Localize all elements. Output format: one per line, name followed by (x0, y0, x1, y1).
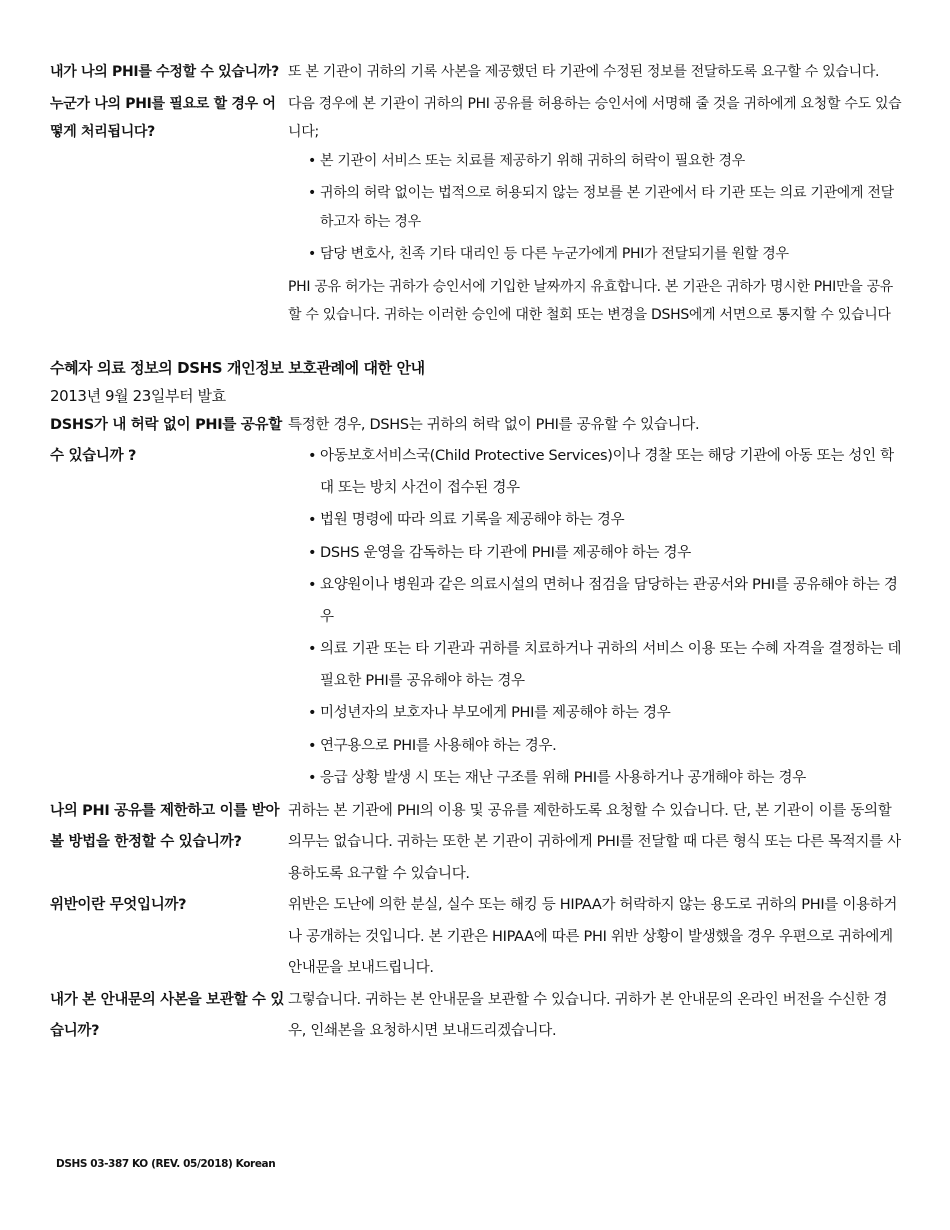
answer-amend-phi (288, 58, 905, 87)
qa-row-restrict-sharing (50, 796, 905, 891)
answer-share-without-permission (288, 410, 905, 796)
answer-paragraph: 위반은 도난에 의한 분실, 실수 또는 해킹 등 HIPAA가 허락하지 않는 용도로 귀하의 PHI를 이용하거나 공개하는 것입니다. 본 기관은 HIPAA에 따른 PHI 위반 상황이 발생했을 경우 우편으로 귀하에게 안내문을 보내드립니다. (288, 897, 898, 976)
answer-breach (288, 890, 905, 985)
list-item: • 미성년자의 보호자나 부모에게 PHI를 제공해야 하는 경우 (308, 698, 905, 730)
list-item: • DSHS 운영을 감독하는 타 기관에 PHI를 제공해야 하는 경우 (308, 538, 905, 570)
question-restrict-sharing: 나의 PHI 공유를 제한하고 이를 받아 볼 방법을 한정할 수 있습니까? (50, 802, 280, 850)
list-item: • 법원 명령에 따라 의료 기록을 제공해야 하는 경우 (308, 505, 905, 537)
answer-intro: 특정한 경우, DSHS는 귀하의 허락 없이 PHI를 공유할 수 있습니다. (288, 416, 700, 433)
section-bottom (50, 410, 905, 1048)
list-item: • 의료 기관 또는 타 기관과 귀하를 치료하거나 귀하의 서비스 이용 또는 수혜 자격을 결정하는 데 필요한 PHI를 공유해야 하는 경우 (308, 634, 905, 697)
question-keep-copy: 내가 본 안내문의 사본을 보관할 수 있습니까? (50, 991, 285, 1039)
bullet-list (288, 441, 905, 795)
list-item: • 귀하의 허락 없이는 법적으로 허용되지 않는 정보를 본 기관에서 타 기관 또는 의료 기관에게 전달하고자 하는 경우 (308, 179, 905, 236)
question-amend-phi: 내가 나의 PHI를 수정할 수 있습니까? (50, 64, 279, 80)
bullet-list (288, 147, 905, 269)
qa-row-someone-needs-phi (50, 90, 905, 330)
section-top (50, 58, 905, 330)
list-item: • 응급 상황 발생 시 또는 재난 구조를 위해 PHI를 사용하거나 공개해야 하는 경우 (308, 763, 905, 795)
answer-paragraph: 또 본 기관이 귀하의 기록 사본을 제공했던 타 기관에 수정된 정보를 전달하도록 요구할 수 있습니다. (288, 64, 880, 80)
answer-restrict-sharing (288, 796, 905, 891)
answer-someone-needs-phi (288, 90, 905, 330)
answer-intro: 다음 경우에 본 기관이 귀하의 PHI 공유를 허용하는 승인서에 서명해 줄 것을 귀하에게 요청할 수도 있습니다; (288, 95, 902, 140)
question-breach: 위반이란 무엇입니까? (50, 897, 187, 913)
question-someone-needs-phi: 누군가 나의 PHI를 필요로 할 경우 어떻게 처리됩니다? (50, 95, 276, 140)
qa-row-share-without-permission (50, 410, 905, 796)
qa-row-amend-phi (50, 58, 905, 87)
notice-title: 수혜자 의료 정보의 DSHS 개인정보 보호관례에 대한 안내 (50, 358, 425, 377)
list-item: • 아동보호서비스국(Child Protective Services)이나 경찰 또는 해당 기관에 아동 또는 성인 학대 또는 방치 사건이 접수된 경우 (308, 441, 905, 504)
answer-keep-copy (288, 985, 905, 1048)
notice-header (50, 354, 905, 410)
qa-row-keep-copy (50, 985, 905, 1048)
answer-outro: PHI 공유 허가는 귀하가 승인서에 기입한 날짜까지 유효합니다. 본 기관은 귀하가 명시한 PHI만을 공유할 수 있습니다. 귀하는 이러한 승인에 대한 철회 또는 변경을 DSHS에게 서면으로 통지할 수 있습니다 (288, 278, 894, 323)
list-item: • 연구용으로 PHI를 사용해야 하는 경우. (308, 731, 905, 763)
document-page (50, 58, 905, 1048)
notice-effective-date: 2013년 9월 23일부터 발효 (50, 386, 226, 405)
list-item: • 요양원이나 병원과 같은 의료시설의 면허나 점검을 담당하는 관공서와 PHI를 공유해야 하는 경우 (308, 570, 905, 633)
list-item: • 담당 변호사, 친족 기타 대리인 등 다른 누군가에게 PHI가 전달되기를 원할 경우 (308, 240, 905, 269)
question-share-without-permission: DSHS가 내 허락 없이 PHI를 공유할 수 있습니까 ? (50, 416, 282, 464)
list-item: • 본 기관이 서비스 또는 치료를 제공하기 위해 귀하의 허락이 필요한 경우 (308, 147, 905, 176)
form-footer-id: DSHS 03-387 KO (REV. 05/2018) Korean (56, 1158, 276, 1170)
answer-paragraph: 그렇습니다. 귀하는 본 안내문을 보관할 수 있습니다. 귀하가 본 안내문의 온라인 버전을 수신한 경우, 인쇄본을 요청하시면 보내드리겠습니다. (288, 991, 888, 1039)
qa-row-breach (50, 890, 905, 985)
answer-paragraph: 귀하는 본 기관에 PHI의 이용 및 공유를 제한하도록 요청할 수 있습니다. 단, 본 기관이 이를 동의할 의무는 없습니다. 귀하는 또한 본 기관이 귀하에게 PHI를 전달할 때 다른 형식 또는 다른 목적지를 사용하도록 요구할 수 있습니다. (288, 802, 901, 882)
